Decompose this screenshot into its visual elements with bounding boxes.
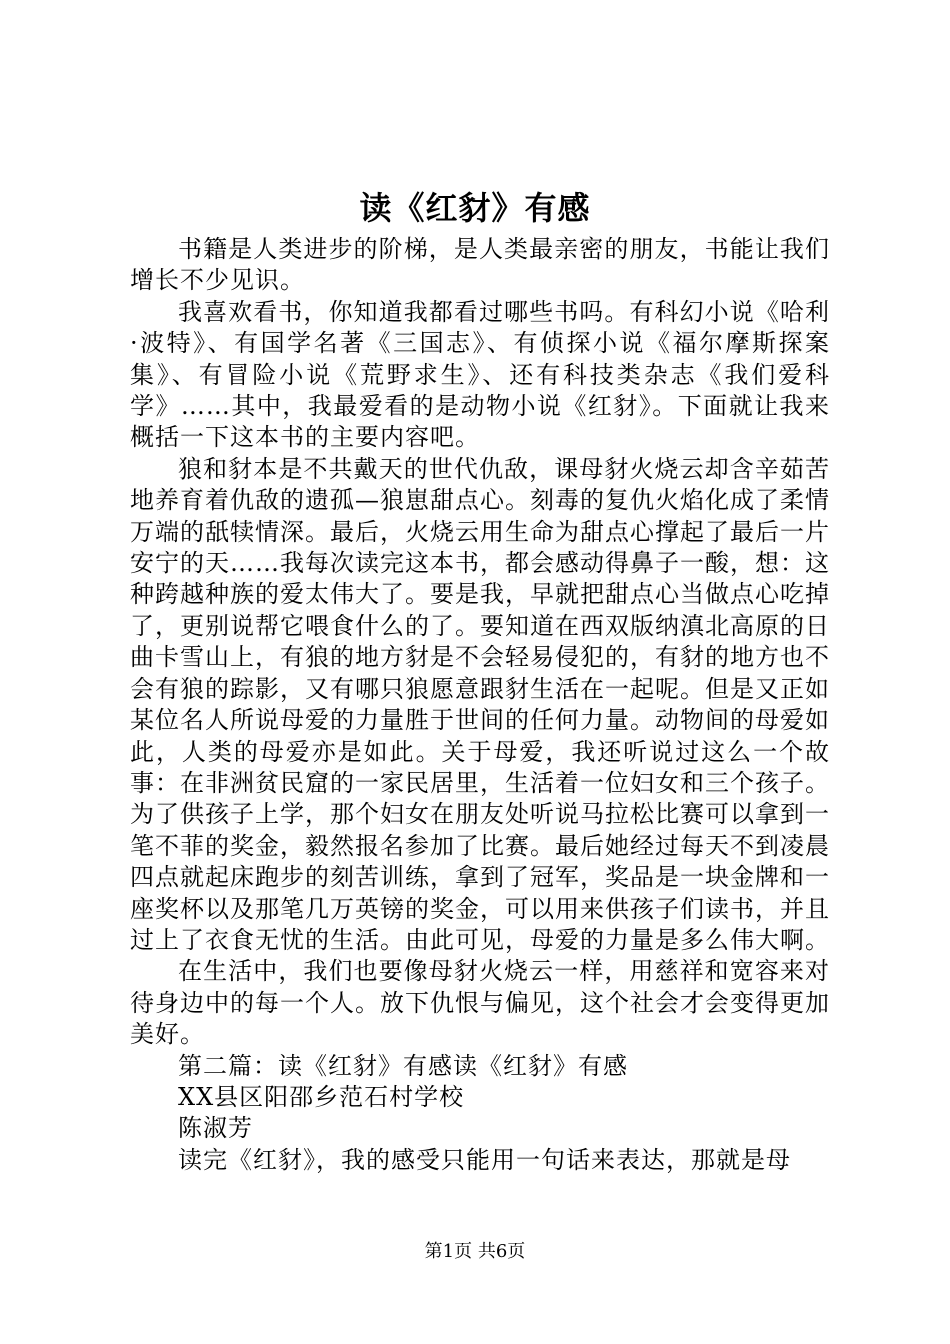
document-body: [130, 234, 830, 1176]
author-name: 陈淑芳: [178, 1114, 253, 1143]
paragraph-1: 书籍是人类进步的阶梯，是人类最亲密的朋友，书能让我们增长不少见识。: [130, 235, 830, 295]
document-title: 读《红豺》有感: [359, 189, 591, 227]
page-indicator: 第1页 共6页: [424, 1241, 526, 1262]
paragraph-5: 读完《红豺》，我的感受只能用一句话来表达，那就是母: [178, 1145, 791, 1174]
paragraph-3: 狼和豺本是不共戴天的世代仇敌，课母豺火烧云却含辛茹苦地养育着仇敌的遗孤—狼崽甜点心。刻毒的复仇火焰化成了柔情万端的舐犊情深。最后，火烧云用生命为甜点心撑起了最后一片安宁的天……我每次读完这本书，都会感动得鼻子一酸，想：这种跨越种族的爱太伟大了。要是我，早就把甜点心当做点心吃掉了，更别说帮它喂食什么的了。要知道在西双版纳滇北高原的日曲卡雪山上，有狼的地方豺是不会轻易侵犯的，有豺的地方也不会有狼的踪影，又有哪只狼愿意跟豺生活在一起呢。但是又正如某位名人所说母爱的力量胜于世间的任何力量。动物间的母爱如此，人类的母爱亦是如此。关于母爱，我还听说过这么一个故事：在非洲贫民窟的一家民居里，生活着一位妇女和三个孩子。为了供孩子上学，那个妇女在朋友处听说马拉松比赛可以拿到一笔不菲的奖金，毅然报名参加了比赛。最后她经过每天不到凌晨四点就起床跑步的刻苦训练，拿到了冠军，奖品是一块金牌和一座奖杯以及那笔几万英镑的奖金，可以用来供孩子们读书，并且过上了衣食无忧的生活。由此可见，母爱的力量是多么伟大啊。: [130, 454, 830, 954]
paragraph-4: 在生活中，我们也要像母豺火烧云一样，用慈祥和宽容来对待身边中的每一个人。放下仇恨与偏见，这个社会才会变得更加美好。: [130, 957, 830, 1049]
section-heading: 第二篇：读《红豺》有感读《红豺》有感: [178, 1051, 628, 1080]
school-name: XX县区阳邵乡范石村学校: [178, 1082, 465, 1111]
paragraph-2: 我喜欢看书，你知道我都看过哪些书吗。有科幻小说《哈利·波特》、有国学名著《三国志》、有侦探小说《福尔摩斯探案集》、有冒险小说《荒野求生》、还有科技类杂志《我们爱科学》……其中，我最爱看的是动物小说《红豺》。下面就让我来概括一下这本书的主要内容吧。: [130, 297, 830, 452]
